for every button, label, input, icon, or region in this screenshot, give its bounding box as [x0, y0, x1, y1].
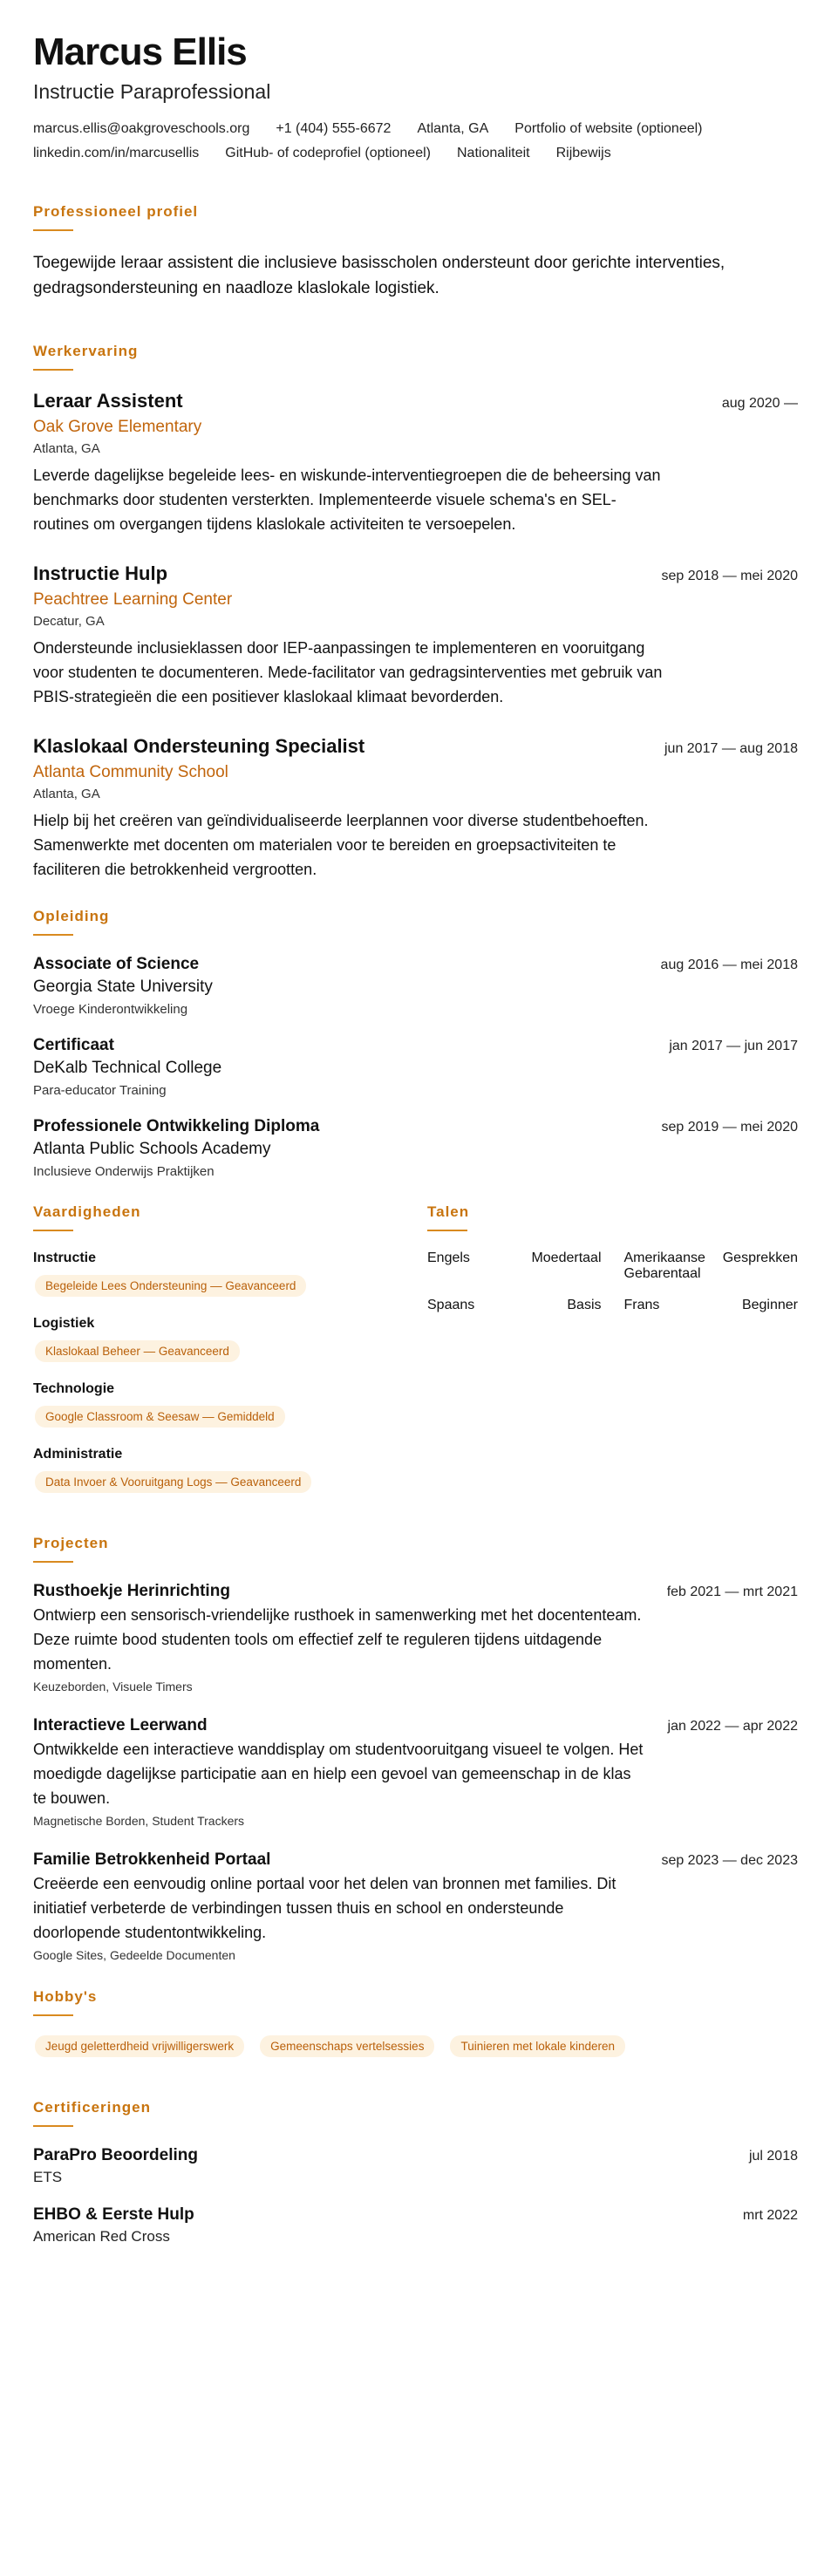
education-school: Georgia State University [33, 978, 213, 996]
education-field: Inclusieve Onderwijs Praktijken [33, 1164, 215, 1179]
section-heading: Talen [427, 1203, 470, 1220]
section-divider [33, 2125, 73, 2127]
skill-pill: Klaslokaal Beheer — Geavanceerd [35, 1340, 240, 1362]
job-company: Atlanta Community School [33, 763, 228, 781]
contact-linkedin[interactable]: linkedin.com/in/marcusellis [33, 146, 200, 160]
section-heading: Opleiding [33, 908, 110, 924]
certification-entry [33, 2146, 798, 2186]
job-entry [33, 390, 798, 536]
language-item [624, 1298, 799, 1313]
languages-grid [427, 1251, 798, 1313]
job-title: Klaslokaal Ondersteuning Specialist [33, 735, 365, 757]
skill-pill: Google Classroom & Seesaw — Gemiddeld [35, 1406, 285, 1428]
education-degree: Professionele Ontwikkeling Diploma [33, 1117, 320, 1135]
language-item [427, 1298, 602, 1313]
skills-section [33, 1203, 427, 1512]
project-title: Interactieve Leerwand [33, 1716, 208, 1734]
certification-date: jul 2018 [748, 2149, 798, 2164]
hobby-pill: Gemeenschaps vertelsessies [260, 2035, 434, 2057]
certification-entry [33, 2205, 798, 2245]
certification-issuer: American Red Cross [33, 2228, 170, 2245]
section-heading: Projecten [33, 1535, 109, 1551]
contact-github[interactable]: GitHub- of codeprofiel (optioneel) [225, 146, 431, 160]
language-level: Gesprekken [722, 1251, 798, 1265]
section-divider [33, 1230, 73, 1231]
hobbies-section [33, 1988, 798, 2076]
project-tools: Google Sites, Gedeelde Documenten [33, 1948, 235, 1962]
job-date: aug 2020 — [721, 396, 798, 411]
education-degree: Associate of Science [33, 955, 200, 973]
contact-portfolio[interactable]: Portfolio of website (optioneel) [514, 121, 703, 136]
skill-category [33, 1251, 427, 1316]
language-name: Amerikaanse Gebarentaal [623, 1251, 705, 1281]
project-description: Creëerde een eenvoudig online portaal voor het delen van bronnen met families. Dit initiatief verbeterde de verbindingen tussen thuis en school en ondersteunde doorlopende studentontwikkeling. [33, 1875, 616, 1941]
contact-nationality: Nationaliteit [456, 146, 530, 160]
project-description: Ontwikkelde een interactieve wanddisplay om studentvooruitgang visueel te volgen. Het moedigde dagelijkse participatie aan en hielp een gevoel van gemeenschap in de klas te bouwen. [33, 1741, 644, 1807]
education-section [33, 908, 798, 1179]
skills-languages-row [33, 1203, 798, 1512]
job-date: jun 2017 — aug 2018 [664, 741, 798, 756]
experience-section [33, 343, 798, 882]
job-entry [33, 735, 798, 882]
job-location: Atlanta, GA [33, 787, 100, 801]
project-date: feb 2021 — mrt 2021 [666, 1584, 798, 1599]
certification-date: mrt 2022 [742, 2208, 798, 2223]
job-location: Atlanta, GA [33, 441, 100, 456]
profile-section [33, 203, 798, 301]
project-entry [33, 1716, 798, 1828]
skill-category [33, 1316, 427, 1381]
project-title: Rusthoekje Herinrichting [33, 1582, 230, 1600]
education-field: Vroege Kinderontwikkeling [33, 1002, 188, 1017]
language-item [427, 1251, 602, 1282]
education-entry [33, 1036, 798, 1098]
contact-email[interactable]: marcus.ellis@oakgroveschools.org [33, 121, 250, 136]
language-name: Frans [623, 1298, 660, 1312]
education-school: Atlanta Public Schools Academy [33, 1140, 271, 1158]
job-title: Leraar Assistent [33, 390, 183, 412]
hobby-pill: Jeugd geletterdheid vrijwilligerswerk [35, 2035, 244, 2057]
section-heading: Werkervaring [33, 343, 139, 359]
education-school: DeKalb Technical College [33, 1059, 222, 1077]
contact-license: Rijbewijs [555, 146, 611, 160]
language-level: Beginner [741, 1298, 798, 1312]
section-divider [33, 934, 73, 936]
project-title: Familie Betrokkenheid Portaal [33, 1850, 271, 1869]
job-company: Oak Grove Elementary [33, 418, 202, 436]
job-date: sep 2018 — mei 2020 [661, 569, 798, 583]
language-name: Spaans [427, 1298, 475, 1312]
job-description: Ondersteunde inclusieklassen door IEP-aanpassingen te implementeren en vooruitgang voor studenten te documenteren. Mede-facilitator van gedragsinterventies met gebruik van PBIS-strategieën die een positiever klaslokaal klimaat bevorderden. [33, 639, 663, 705]
section-heading: Vaardigheden [33, 1203, 141, 1220]
section-heading: Professioneel profiel [33, 203, 199, 220]
contact-location: Atlanta, GA [417, 121, 489, 136]
project-tools: Keuzeborden, Visuele Timers [33, 1680, 193, 1693]
job-company: Peachtree Learning Center [33, 590, 233, 609]
job-entry [33, 562, 798, 709]
skill-category-name: Instructie [33, 1251, 97, 1265]
project-date: jan 2022 — apr 2022 [667, 1719, 798, 1734]
candidate-title: Instructie Paraprofessional [33, 80, 271, 103]
skill-category-name: Administratie [33, 1447, 123, 1462]
languages-section [427, 1203, 798, 1512]
profile-summary: Toegewijde leraar assistent die inclusieve basisscholen ondersteunt door gerichte interventies, gedragsondersteuning en naadloze klaslokale logistiek. [33, 254, 725, 297]
project-entry [33, 1582, 798, 1693]
candidate-name: Marcus Ellis [33, 31, 247, 73]
hobby-pill: Tuinieren met lokale kinderen [450, 2035, 625, 2057]
project-description: Ontwierp een sensorisch-vriendelijke rusthoek in samenwerking met het docententeam. Deze ruimte bood studenten tools om effectief zelf te reguleren tijdens uitdagende momenten. [33, 1606, 642, 1673]
skill-pill: Data Invoer & Vooruitgang Logs — Geavanceerd [35, 1471, 311, 1493]
certifications-section [33, 2099, 798, 2245]
certification-name: ParaPro Beoordeling [33, 2146, 198, 2164]
section-heading: Certificeringen [33, 2099, 151, 2116]
section-heading: Hobby's [33, 1988, 98, 2005]
education-degree: Certificaat [33, 1036, 114, 1054]
projects-section [33, 1535, 798, 1962]
skill-category-name: Technologie [33, 1381, 115, 1396]
language-item [624, 1251, 799, 1282]
section-divider [33, 369, 73, 371]
education-field: Para-educator Training [33, 1083, 167, 1098]
education-entry [33, 1117, 798, 1179]
skill-category-name: Logistiek [33, 1316, 95, 1331]
education-date: sep 2019 — mei 2020 [661, 1120, 798, 1135]
language-level: Moedertaal [531, 1251, 602, 1265]
skill-pill: Begeleide Lees Ondersteuning — Geavanceerd [35, 1275, 306, 1297]
job-description: Hielp bij het creëren van geïndividualiseerde leerplannen voor diverse studentbehoeften. Samenwerkte met docenten om materialen voor te bereiden en groepsactiviteiten te faciliteren die betrokkenheid vergrootten. [33, 812, 649, 878]
contact-info [33, 121, 798, 161]
contact-phone[interactable]: +1 (404) 555-6672 [276, 121, 392, 136]
project-entry [33, 1850, 798, 1962]
language-level: Basis [567, 1298, 602, 1312]
language-name: Engels [427, 1251, 470, 1265]
section-divider [33, 1561, 73, 1563]
job-title: Instructie Hulp [33, 562, 168, 584]
hobby-list [33, 2035, 798, 2076]
skill-category [33, 1381, 427, 1447]
resume-header [33, 31, 798, 161]
education-entry [33, 955, 798, 1017]
section-divider [427, 1230, 467, 1231]
job-location: Decatur, GA [33, 614, 105, 629]
section-divider [33, 2014, 73, 2016]
education-date: aug 2016 — mei 2018 [660, 957, 798, 972]
education-date: jan 2017 — jun 2017 [669, 1039, 798, 1053]
certification-name: EHBO & Eerste Hulp [33, 2205, 194, 2224]
project-tools: Magnetische Borden, Student Trackers [33, 1814, 245, 1828]
certification-issuer: ETS [33, 2169, 63, 2185]
section-divider [33, 229, 73, 231]
job-description: Leverde dagelijkse begeleide lees- en wiskunde-interventiegroepen die de beheersing van benchmarks door studenten versterkten. Implementeerde visuele schema's en SEL-routines om overgangen tijdens klaslokale activiteiten te versoepelen. [33, 467, 661, 533]
project-date: sep 2023 — dec 2023 [661, 1853, 798, 1868]
skill-category [33, 1447, 427, 1512]
